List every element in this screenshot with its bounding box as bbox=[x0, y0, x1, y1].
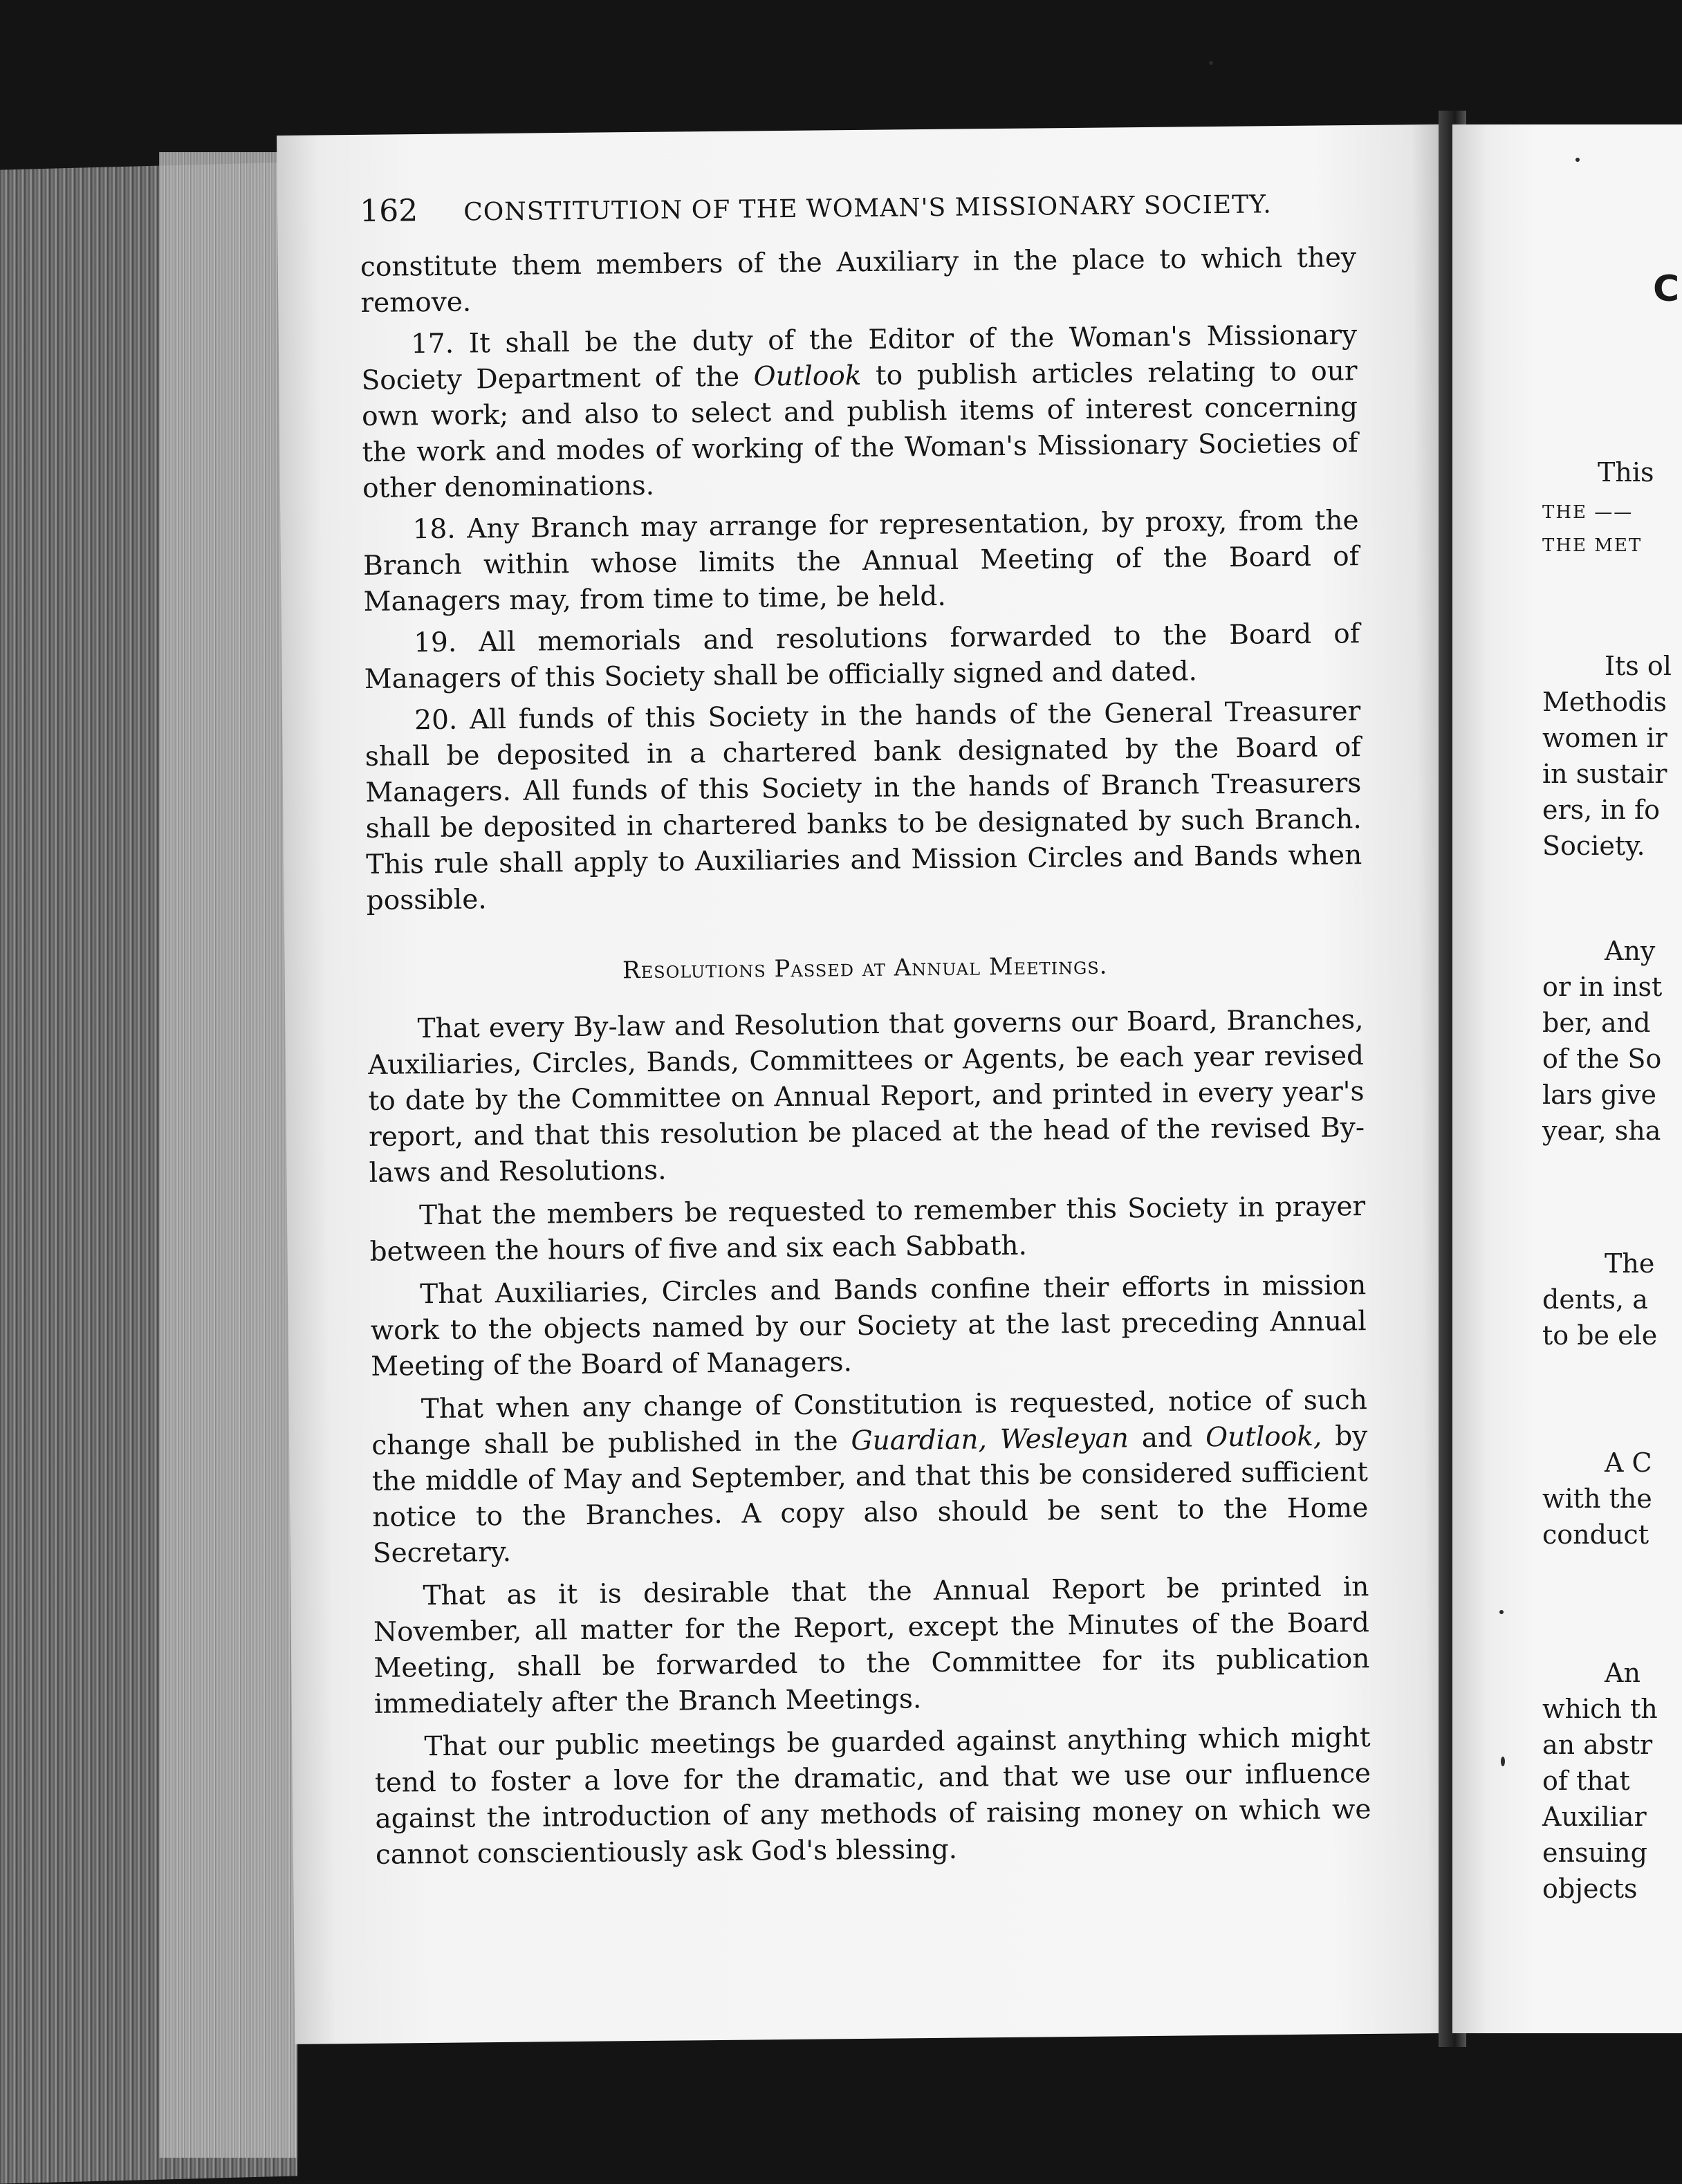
right-fragment: THE MET bbox=[1542, 535, 1643, 556]
right-fragment: THE —— bbox=[1542, 502, 1634, 523]
guardian-title: Guardian, bbox=[851, 1424, 988, 1457]
paragraph-19: 19. All memorials and resolutions forwarded to the Board of Managers of this Society shall be officially signed and dated. bbox=[364, 618, 1360, 695]
outlook-title: Outlook, bbox=[1205, 1420, 1322, 1454]
paragraph-continuation: constitute them members of the Auxiliary in the place to which they remove. bbox=[360, 242, 1357, 319]
right-fragment: ber, and bbox=[1542, 1008, 1651, 1038]
paragraph-18: 18. Any Branch may arrange for representation, by proxy, from the Branch within whose limits the Annual Meeting of the Board of Managers may, from time to time, be held. bbox=[362, 505, 1360, 618]
left-page-text bbox=[360, 184, 1371, 1880]
right-fragment: ensuing bbox=[1542, 1838, 1647, 1868]
running-head-title: CONSTITUTION OF THE WOMAN'S MISSIONARY SOCIETY. bbox=[463, 190, 1272, 227]
right-fragment: Methodis bbox=[1542, 687, 1667, 717]
book-page-edge-highlight bbox=[159, 152, 297, 2158]
right-fragment: This bbox=[1598, 457, 1654, 488]
right-fragment: An bbox=[1605, 1658, 1641, 1688]
resolution-annual-report: That as it is desirable that the Annual Report be printed in November, all matter for the Report, except the Minutes of the Board Meeting, shall be forwarded to the Committee for its publication immediately after the Branch Meetings. bbox=[373, 1571, 1370, 1720]
right-fragment: Society. bbox=[1542, 831, 1645, 861]
wesleyan-title: Wesleyan bbox=[999, 1423, 1129, 1456]
right-fragment: Any bbox=[1605, 936, 1656, 966]
right-fragment: year, sha bbox=[1542, 1116, 1661, 1146]
paragraph-20: 20. All funds of this Society in the hands of the General Treasurer shall be deposited in a chartered bank designated by the Board of Managers. All funds of this Society in the hands of Branch Treasurers shall be deposited in chartered banks to be designated by such Branch. This rule shall apply to Auxiliaries and Mission Circles and Bands when possible. bbox=[364, 696, 1362, 916]
right-fragment: which th bbox=[1542, 1694, 1658, 1724]
right-fragment: conduct bbox=[1542, 1519, 1649, 1550]
dust-speck bbox=[1501, 1757, 1505, 1766]
resolution-mission-work: That Auxiliaries, Circles and Bands confine their efforts in mission work to the objects named by our Society at the last preceding Annual Meeting of the Board of Managers. bbox=[370, 1270, 1367, 1382]
dust-speck bbox=[1499, 1610, 1504, 1614]
right-fragment: dents, a bbox=[1542, 1284, 1648, 1315]
right-fragment: lars give bbox=[1542, 1080, 1656, 1110]
right-fragment: or in inst bbox=[1542, 972, 1663, 1002]
right-fragment: an abstr bbox=[1542, 1730, 1653, 1760]
right-fragment: A C bbox=[1605, 1447, 1652, 1478]
right-fragment: of the So bbox=[1542, 1044, 1662, 1074]
right-fragment: to be ele bbox=[1542, 1320, 1658, 1351]
resolution-public-meetings: That our public meetings be guarded against anything which might tend to foster a love for the dramatic, and that we use our influence against the introduction of any methods of raising money on which we cannot conscientiously ask God's blessing. bbox=[374, 1722, 1371, 1871]
right-fragment: with the bbox=[1542, 1483, 1652, 1514]
page-number: 162 bbox=[360, 193, 418, 229]
right-fragment: women ir bbox=[1542, 723, 1667, 753]
paragraph-17: 17. It shall be the duty of the Editor of the Woman's Missionary Society Department of the Outlook to publish articles relating to our own work; and also to select and publish items of interest concerning the work and modes of working of the Woman's Missionary Societies of other denominations. bbox=[361, 320, 1358, 504]
resolution-constitution-change: That when any change of Constitution is requested, notice of such change shall be published in the Guardian, Wesleyan and Outlook, by the middle of May and September, and that this be considered sufficient notice to the Branches. A copy also should be sent to the Home Secretary. bbox=[371, 1385, 1369, 1569]
section-heading: Resolutions Passed at Annual Meetings. bbox=[622, 952, 1108, 985]
resolution-prayer: That the members be requested to remember this Society in prayer between the hours of five and six each Sabbath. bbox=[369, 1191, 1366, 1268]
right-fragment: C bbox=[1653, 268, 1680, 310]
resolution-bylaws: That every By-law and Resolution that governs our Board, Branches, Auxiliaries, Circles, Bands, Committees or Agents, be each year revised to date by the Committee on Annual Report, and printed in every year's report, and that this resolution be placed at the head of the revised By-laws and Resolutions. bbox=[367, 1004, 1365, 1189]
right-fragment: The bbox=[1605, 1248, 1655, 1279]
dust-speck bbox=[1575, 158, 1580, 162]
dust-speck bbox=[1209, 61, 1213, 65]
right-fragment: Auxiliar bbox=[1542, 1802, 1647, 1832]
right-fragment: Its ol bbox=[1605, 651, 1672, 681]
outlook-title: Outlook bbox=[753, 360, 862, 393]
right-fragment: objects bbox=[1542, 1873, 1638, 1904]
right-fragment: in sustair bbox=[1542, 759, 1667, 789]
right-fragment: ers, in fo bbox=[1542, 795, 1660, 825]
right-fragment: of that bbox=[1542, 1766, 1630, 1796]
